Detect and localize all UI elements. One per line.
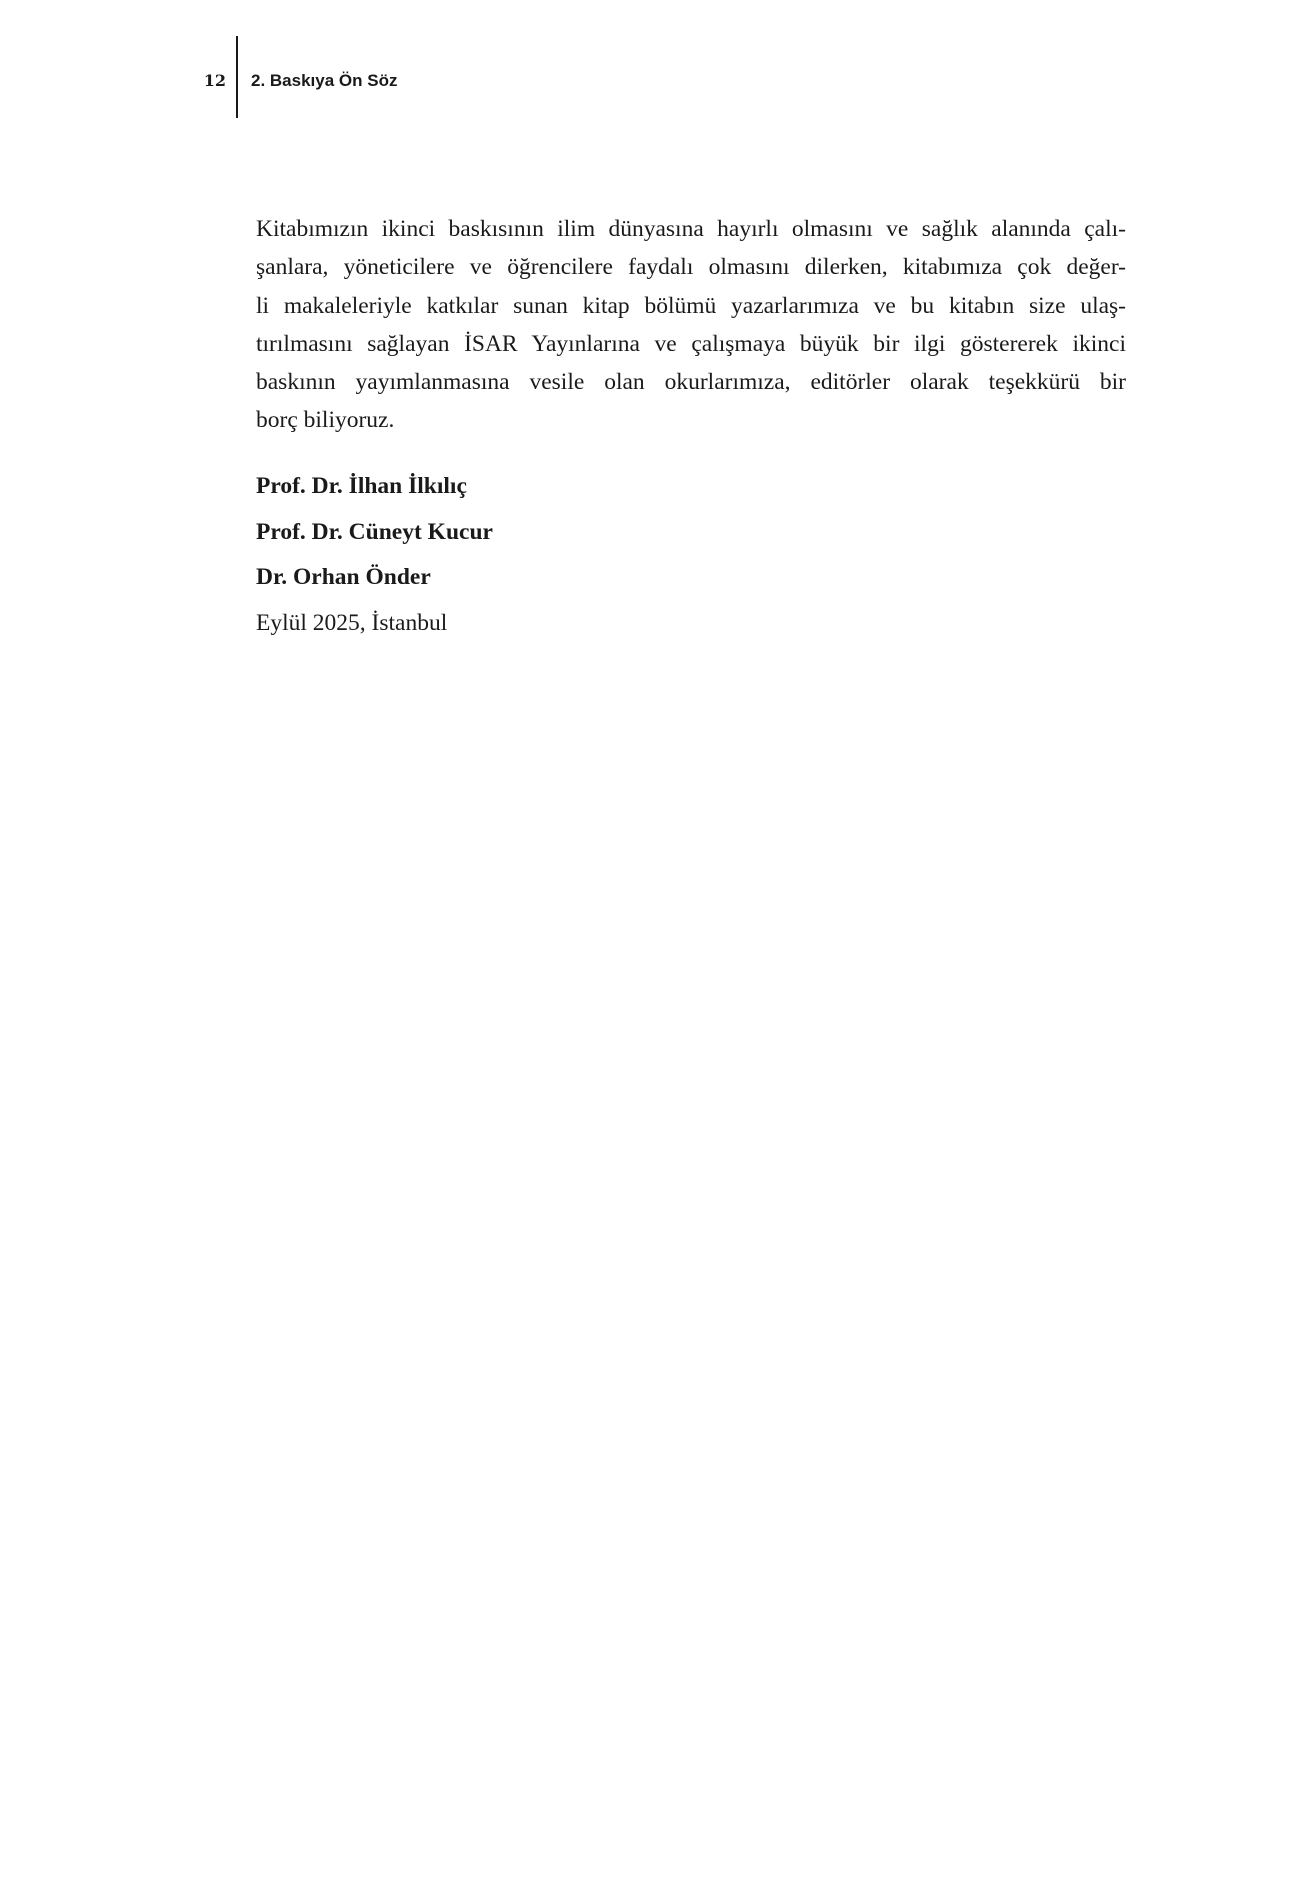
body-line: borç biliyoruz. bbox=[256, 407, 395, 434]
signature-block bbox=[256, 464, 493, 646]
editor-name: Prof. Dr. Cüneyt Kucur bbox=[256, 518, 493, 545]
editor-name: Dr. Orhan Önder bbox=[256, 564, 431, 590]
running-head: 2. Baskıya Ön Söz bbox=[251, 71, 398, 90]
editor-name: Prof. Dr. İlhan İlkılıç bbox=[256, 473, 467, 499]
date-place: Eylül 2025, İstanbul bbox=[256, 609, 448, 636]
header-divider bbox=[236, 36, 238, 118]
body-line: Kitabımızın ikinci baskısının ilim dünyasına hayırlı olmasını ve sağlık alanında çalı- bbox=[256, 216, 1126, 242]
body-line: baskının yayımlanmasına vesile olan okurlarımıza, editörler olarak teşekkürü bir bbox=[256, 369, 1126, 396]
body-line: li makaleleriyle katkılar sunan kitap bölümü yazarlarımıza ve bu kitabın size ulaş- bbox=[256, 292, 1126, 319]
body-paragraph bbox=[256, 210, 1126, 440]
page-number: 12 bbox=[203, 71, 226, 90]
body-line: tırılmasını sağlayan İSAR Yayınlarına ve çalışmaya büyük bir ilgi göstererek ikinci bbox=[256, 330, 1126, 357]
body-line: şanlara, yöneticilere ve öğrencilere faydalı olmasını dilerken, kitabımıza çok değer- bbox=[256, 254, 1126, 281]
